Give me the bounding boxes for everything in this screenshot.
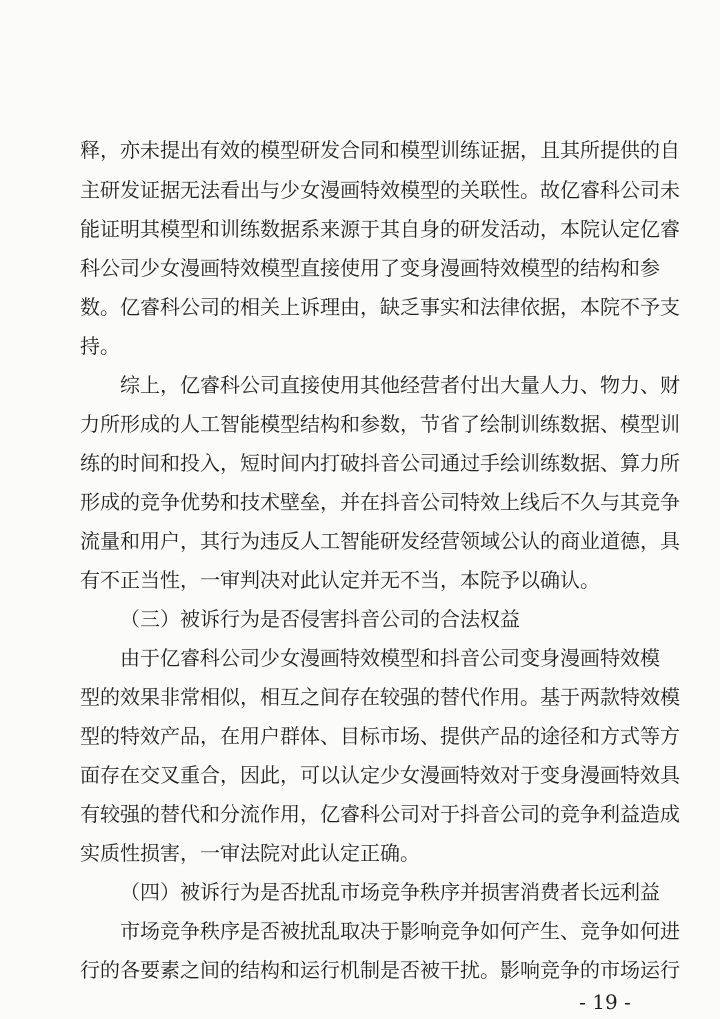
section-heading-4: （四）被诉行为是否扰乱市场竞争秩序并损害消费者长远利益 [120,880,660,904]
body-line-22: 行的各要素之间的结构和运行机制是否被干扰。影响竞争的市场运行 [80,958,680,982]
body-line-17: 面存在交叉重合，因此，可以认定少女漫画特效对于变身漫画特效具 [80,763,680,787]
page-number: - 19 - [579,990,631,1014]
body-line-1: 释，亦未提出有效的模型研发合同和模型训练证据，且其所提供的自 [80,138,680,162]
body-line-16: 型的特效产品，在用户群体、目标市场、提供产品的途径和方式等方 [80,724,680,748]
body-line-9: 练的时间和投入，短时间内打破抖音公司通过手绘训练数据、算力所 [80,451,680,475]
body-line-11: 流量和用户，其行为违反人工智能研发经营领域公认的商业道德，具 [80,529,680,553]
body-line-10: 形成的竞争优势和技术壁垒，并在抖音公司特效上线后不久与其竞争 [80,490,680,514]
body-line-6: 持。 [80,334,120,358]
body-line-21: 市场竞争秩序是否被扰乱取决于影响竞争如何产生、竞争如何进 [120,919,680,943]
body-line-19: 实质性损害，一审法院对此认定正确。 [80,841,420,865]
body-line-5: 数。亿睿科公司的相关上诉理由，缺乏事实和法律依据，本院不予支 [80,295,680,319]
body-line-3: 能证明其模型和训练数据系来源于其自身的研发活动，本院认定亿睿 [80,217,680,241]
body-line-8: 力所形成的人工智能模型结构和参数，节省了绘制训练数据、模型训 [80,412,680,436]
body-line-12: 有不正当性，一审判决对此认定并无不当，本院予以确认。 [80,568,600,592]
body-line-15: 型的效果非常相似，相互之间存在较强的替代作用。基于两款特效模 [80,685,680,709]
body-line-14: 由于亿睿科公司少女漫画特效模型和抖音公司变身漫画特效模 [120,646,660,670]
body-line-4: 科公司少女漫画特效模型直接使用了变身漫画特效模型的结构和参 [80,256,660,280]
body-line-18: 有较强的替代和分流作用，亿睿科公司对于抖音公司的竞争利益造成 [80,802,680,826]
body-line-2: 主研发证据无法看出与少女漫画特效模型的关联性。故亿睿科公司未 [80,178,680,202]
section-heading-3: （三）被诉行为是否侵害抖音公司的合法权益 [120,607,520,631]
body-line-7: 综上，亿睿科公司直接使用其他经营者付出大量人力、物力、财 [120,373,680,397]
